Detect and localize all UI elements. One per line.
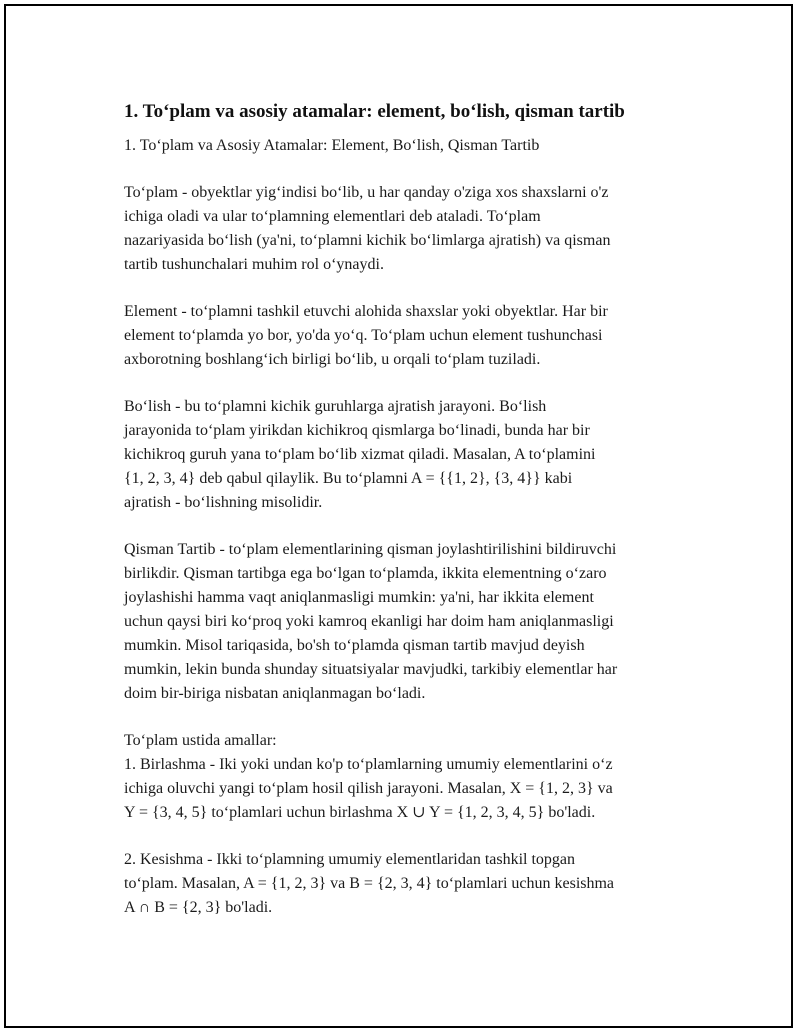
paragraph-line: to‘plam. Masalan, A = {1, 2, 3} va B = {2, 3, 4} to‘plamlari uchun kesishma — [124, 875, 615, 892]
paragraph-line: Y = {3, 4, 5} to‘plamlari uchun birlashma X ∪ Y = {1, 2, 3, 4, 5} bo'ladi. — [124, 804, 596, 821]
paragraph-line: mumkin, lekin bunda shunday situatsiyalar mavjudki, tarkibiy elementlar har — [124, 661, 618, 678]
paragraph-line: kichikroq guruh yana to‘plam bo‘lib xizmat qiladi. Masalan, A to‘plamini — [124, 446, 596, 463]
document-body — [124, 100, 704, 920]
paragraph-line: nazariyasida bo‘lish (ya'ni, to‘plamni kichik bo‘limlarga ajratish) va qisman — [124, 232, 611, 249]
paragraph-line: uchun qaysi biri ko‘proq yoki kamroq ekanligi har doim ham aniqlanmasligi — [124, 613, 614, 630]
paragraph-line: {1, 2, 3, 4} deb qabul qilaylik. Bu to‘plamni A = {{1, 2}, {3, 4}} kabi — [124, 470, 573, 487]
page-frame — [4, 4, 793, 1028]
paragraph-line: doim bir-biriga nisbatan aniqlanmagan bo‘ladi. — [124, 685, 426, 702]
page-title: 1. To‘plam va asosiy atamalar: element, bo‘lish, qisman tartib — [124, 101, 625, 122]
paragraph-line: birlikdir. Qisman tartibga ega bo‘lgan to‘plamda, ikkita elementning o‘zaro — [124, 565, 607, 582]
paragraph-line: A ∩ B = {2, 3} bo'ladi. — [124, 899, 273, 916]
operations-heading: To‘plam ustida amallar: — [124, 732, 277, 749]
paragraph-element — [124, 300, 704, 372]
paragraph-qisman-tartib — [124, 538, 704, 706]
paragraph-line: jarayonida to‘plam yirikdan kichikroq qismlarga bo‘linadi, bunda har bir — [124, 422, 590, 439]
paragraph-line: Element - to‘plamni tashkil etuvchi alohida shaxslar yoki obyektlar. Har bir — [124, 303, 608, 320]
paragraph-bolish — [124, 395, 704, 515]
paragraph-line: joylashishi hamma vaqt aniqlanmasligi mumkin: ya'ni, har ikkita element — [124, 589, 594, 606]
paragraph-line: axborotning boshlang‘ich birligi bo‘lib, u orqali to‘plam tuziladi. — [124, 351, 541, 368]
paragraph-line: Bo‘lish - bu to‘plamni kichik guruhlarga ajratish jarayoni. Bo‘lish — [124, 398, 547, 415]
subtitle: 1. To‘plam va Asosiy Atamalar: Element, Bo‘lish, Qisman Tartib — [124, 137, 540, 154]
paragraph-line: element to‘plamda yo bor, yo'da yo‘q. To‘plam uchun element tushunchasi — [124, 327, 603, 344]
paragraph-line: ichiga oladi va ular to‘plamning elementlari deb ataladi. To‘plam — [124, 208, 541, 225]
paragraph-line: 2. Kesishma - Ikki to‘plamning umumiy elementlaridan tashkil topgan — [124, 851, 576, 868]
paragraph-line: mumkin. Misol tariqasida, bo'sh to‘plamda qisman tartib mavjud deyish — [124, 637, 585, 654]
paragraph-line: ajratish - bo‘lishning misolidir. — [124, 494, 323, 511]
paragraph-line: tartib tushunchalari muhim rol o‘ynaydi. — [124, 256, 384, 273]
paragraph-line: Qisman Tartib - to‘plam elementlarining qisman joylashtirilishini bildiruvchi — [124, 541, 617, 558]
paragraph-line: 1. Birlashma - Iki yoki undan ko'p to‘plamlarning umumiy elementlarini o‘z — [124, 756, 613, 773]
paragraph-line: ichiga oluvchi yangi to‘plam hosil qilish jarayoni. Masalan, X = {1, 2, 3} va — [124, 780, 613, 797]
operations-birlashma — [124, 729, 704, 825]
paragraph-toplam — [124, 181, 704, 277]
paragraph-line: To‘plam - obyektlar yig‘indisi bo‘lib, u har qanday o'ziga xos shaxslarni o'z — [124, 184, 609, 201]
operations-kesishma — [124, 848, 704, 920]
